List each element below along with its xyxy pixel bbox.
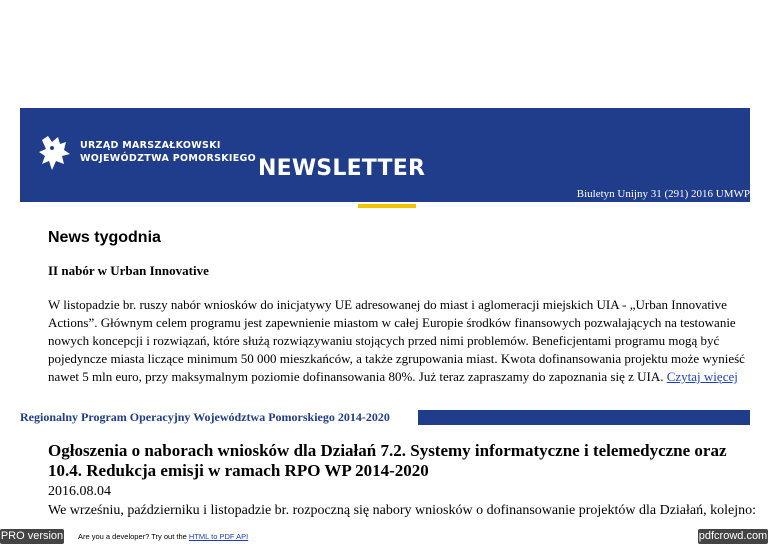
org-name-line1: URZĄD MARSZAŁKOWSKI xyxy=(80,140,221,151)
article-text: W listopadzie br. ruszy nabór wniosków do inicjatywy UE adresowanej do miast i aglomeracji miejskich UIA - „Urban Innovative Actions”. Głównym celem programu jest zapewnienie miastom w całej Europie środków finansowych pozwalających na testowanie nowych koncepcji i rozwiązań, które służą rozwiązywaniu stojących przed nimi problemów. Beneficjentami programu mogą być pojedyncze miasta liczące minimum 50 000 mieszkańców, a także zgrupowania miast. Kwota dofinansowania projektu może wynieść nawet 5 mln euro, przy maksymalnym poziomie dofinansowania 80%. Już teraz zapraszamy do zapoznania się z UIA. xyxy=(48,297,745,384)
developer-promo xyxy=(78,532,248,541)
developer-promo-text: Are you a developer? Try out the xyxy=(78,532,187,541)
pro-version-badge[interactable]: PRO version xyxy=(0,530,64,542)
section-date: 2016.08.04 xyxy=(48,484,111,499)
section-bar-label: Regionalny Program Operacyjny Województwa Pomorskiego 2014-2020 xyxy=(20,410,390,424)
section-bar xyxy=(20,409,750,426)
accent-bar xyxy=(358,204,416,208)
news-heading: News tygodnia xyxy=(48,229,161,246)
org-name xyxy=(80,139,256,165)
newsletter-title: NEWSLETTER xyxy=(258,156,426,181)
pdfcrowd-badge[interactable]: pdfcrowd.com xyxy=(698,530,768,542)
read-more-link[interactable]: Czytaj więcej xyxy=(666,369,738,384)
org-name-line2: WOJEWÓDZTWA POMORSKIEGO xyxy=(80,153,256,164)
griffin-crest-icon xyxy=(38,134,72,172)
article-body xyxy=(48,296,758,386)
html-to-pdf-link[interactable]: HTML to PDF API xyxy=(188,532,249,541)
newsletter-banner xyxy=(20,108,750,202)
article-title: II nabór w Urban Innovative xyxy=(48,263,209,278)
section-text: We wrześniu, październiku i listopadzie br. rozpoczną się nabory wniosków o dofinansowanie projektów dla Działań, kolejno: xyxy=(48,503,756,518)
section-title: Ogłoszenia o naborach wniosków dla Działań 7.2. Systemy informatyczne i telemedyczne oraz 10.4. Redukcja emisji w ramach RPO WP 2014-2020 xyxy=(48,441,727,480)
section-bar-fill xyxy=(418,410,750,425)
pdf-footer xyxy=(0,529,768,545)
issue-label: Biuletyn Unijny 31 (291) 2016 UMWP xyxy=(576,188,750,200)
